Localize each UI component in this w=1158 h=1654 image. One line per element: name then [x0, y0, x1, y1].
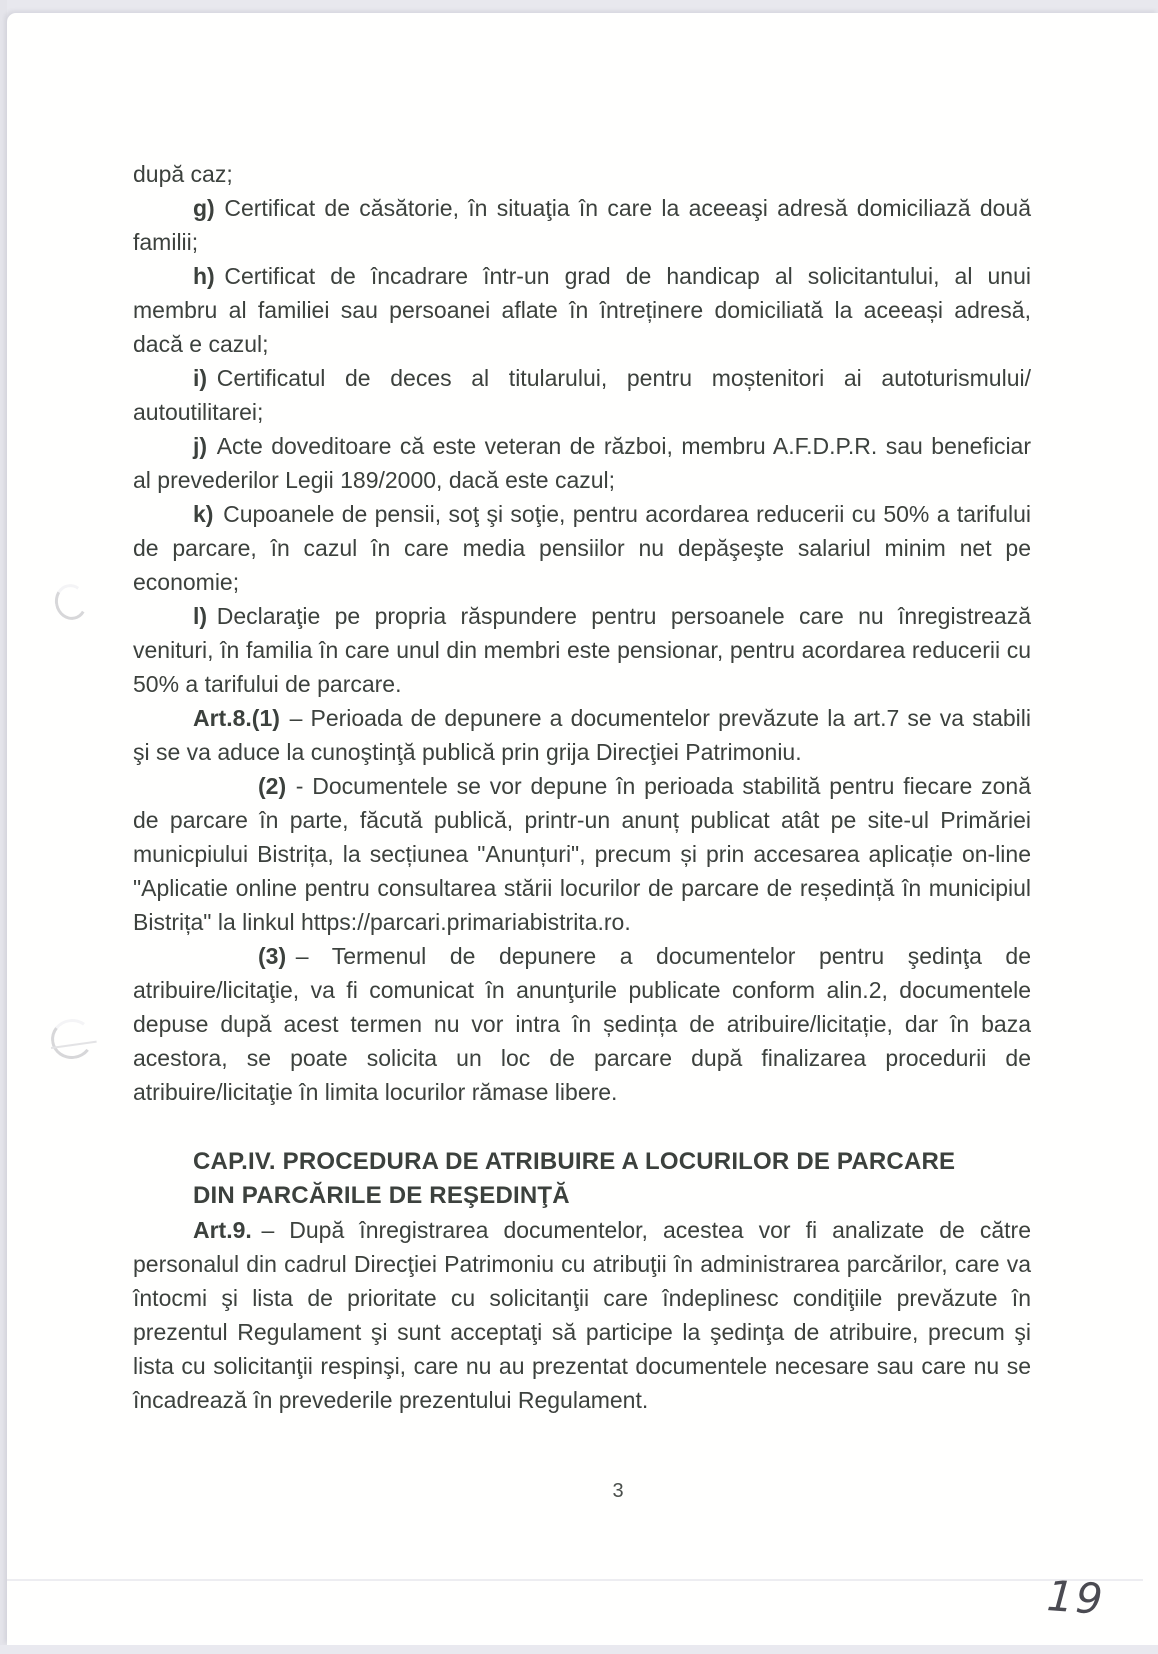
document-text-column: [133, 157, 1031, 1417]
paragraph-art8-3: [133, 939, 1031, 1109]
item-text: Acte doveditoare că este veteran de război, membru A.F.D.P.R. sau beneficiar al prevederilor Legii 189/2000, dacă este cazul;: [133, 433, 1031, 493]
article-text: – După înregistrarea documentelor, acestea vor fi analizate de către personalul din cadrul Direcţiei Patrimoniu cu atribuţii în administrarea parcărilor, care va întocmi şi lista de prioritate cu solicitanţii care îndeplinesc condiţiile prevăzute în prezentul Regulament şi sunt acceptaţi să participe la şedinţa de atribuire, precum şi lista cu solicitanţii respinşi, care nu au prezentat documentele necesare sau care nu se încadrează în prevederile prezentului Regulament.: [133, 1217, 1031, 1413]
item-label: h): [193, 263, 215, 289]
article-label: Art.8.(1): [193, 705, 280, 731]
article-label: Art.9.: [193, 1217, 252, 1243]
paragraph-art8-1: [133, 701, 1031, 769]
article-label: (2): [258, 773, 287, 799]
article-text: - Documentele se vor depune în perioada stabilită pentru fiecare zonă de parcare în parte, făcută publică, printr-un anunț publicat atât pe site-ul Primăriei municpiului Bistrița, la secțiunea "Anunțuri", precum și prin accesarea aplicație on-line "Aplicatie online pentru consultarea stării locurilor de parcare de reședință în municipiul Bistrița" la linkul https://parcari.primariabistrita.ro.: [133, 773, 1031, 935]
page-number: 3: [612, 1480, 624, 1502]
paragraph-item-g: [133, 191, 1031, 259]
item-text: Certificat de căsătorie, în situaţia în care la aceeaşi adresă domiciliază două familii;: [133, 195, 1031, 255]
paragraph-item-h: [133, 259, 1031, 361]
chapter-heading: [193, 1145, 1031, 1213]
chapter-heading-line2: DIN PARCĂRILE DE REŞEDINŢĂ: [193, 1182, 570, 1209]
chapter-heading-line1: CAP.IV. PROCEDURA DE ATRIBUIRE A LOCURILOR DE PARCARE: [193, 1148, 956, 1175]
paragraph-item-i: [133, 361, 1031, 429]
item-text: Cupoanele de pensii, soţ şi soţie, pentru acordarea reducerii cu 50% a tarifului de parcare, în cazul în care media pensiilor nu depăşeşte salariul minim net pe economie;: [133, 501, 1031, 595]
item-label: g): [193, 195, 215, 221]
item-label: l): [193, 603, 208, 629]
paragraph-item-j: [133, 429, 1031, 497]
paragraph-art8-2: [133, 769, 1031, 939]
scanned-page: [7, 13, 1158, 1645]
paragraph-item-l: [133, 599, 1031, 701]
paragraph-art9: [133, 1213, 1031, 1417]
item-text: Declaraţie pe propria răspundere pentru persoanele care nu înregistrează venituri, în familia în care unul din membri este pensionar, pentru acordarea reducerii cu 50% a tarifului de parcare.: [133, 603, 1031, 697]
item-label: i): [193, 365, 208, 391]
item-text: Certificat de încadrare într-un grad de handicap al solicitantului, al unui membru al familiei sau persoanei aflate în întreținere domiciliată la aceeași adresă, dacă e cazul;: [133, 263, 1031, 357]
article-text: – Perioada de depunere a documentelor prevăzute la art.7 se va stabili şi se va aduce la cunoştinţă publică prin grija Direcţiei Patrimoniu.: [133, 705, 1031, 765]
article-text: – Termenul de depunere a documentelor pentru şedinţa de atribuire/licitaţie, va fi comunicat în anunţurile publicate conform alin.2, documentele depuse după acest termen nu vor intra în ședința de atribuire/licitație, dar în baza acestora, se poate solicita un loc de parcare după finalizarea procedurii de atribuire/licitaţie în limita locurilor rămase libere.: [133, 943, 1031, 1105]
scan-frame-left: [0, 0, 7, 1654]
item-text: Certificatul de deces al titularului, pentru moștenitori ai autoturismului/ autoutilitarei;: [133, 365, 1031, 425]
item-label: j): [193, 433, 208, 459]
item-label: k): [193, 501, 214, 527]
scan-frame-top: [0, 0, 1158, 13]
punch-hole-mark: [52, 581, 91, 623]
paragraph-item-k: [133, 497, 1031, 599]
handwritten-page-mark: 19: [1045, 1571, 1107, 1624]
scan-frame-bottom: [0, 1645, 1158, 1654]
scan-edge-line: [7, 1579, 1143, 1581]
paragraph-continuation: după caz;: [133, 161, 233, 187]
punch-hole-mark: [48, 1016, 95, 1061]
article-label: (3): [258, 943, 287, 969]
